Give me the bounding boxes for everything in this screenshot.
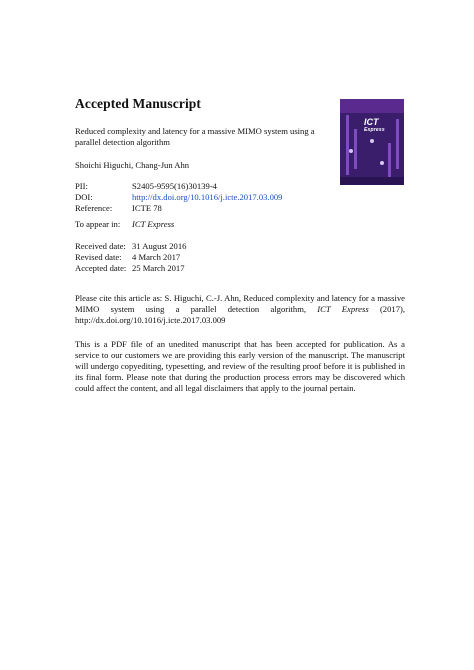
pii-label: PII: [75, 181, 88, 191]
cover-stripe [354, 129, 357, 169]
received-value: 31 August 2016 [132, 241, 187, 251]
cover-stripe [396, 119, 399, 169]
reference-label: Reference: [75, 203, 113, 213]
cover-stripe [388, 143, 391, 179]
cover-logo-main: ICT [364, 117, 379, 127]
revised-value: 4 March 2017 [132, 252, 181, 262]
citation-lead: Please cite this article as: S. Higuchi, C.-J. Ahn, Reduced complexity and latency for a massive MIMO system using a parallel detection algorithm, [75, 293, 405, 315]
cover-dot [349, 149, 353, 153]
received-row [75, 241, 186, 252]
notice-paragraph: This is a PDF file of an unedited manuscript that has been accepted for publication. As a service to our customers we are providing this early version of the manuscript. The manuscript will undergo copyediting, typesetting, and review of the resulting proof before it is published in its final form. Please note that during the production process errors may be discovered which could affect the content, and all legal disclaimers that apply to the journal pertain. [75, 339, 405, 394]
page-heading: Accepted Manuscript [75, 96, 202, 111]
doi-row [75, 192, 282, 203]
pii-value: S2405-9595(16)30139-4 [132, 181, 217, 191]
accepted-row [75, 263, 186, 274]
cover-logo [364, 118, 385, 134]
identifier-block [75, 181, 282, 214]
reference-row [75, 203, 282, 214]
cover-dot [380, 161, 384, 165]
citation-journal: ICT Express [317, 304, 369, 315]
article-title: Reduced complexity and latency for a massive MIMO system using a parallel detection algorithm [75, 126, 315, 148]
cover-stripe [346, 115, 349, 175]
appear-label: To appear in: [75, 219, 121, 229]
cover-top-band [340, 99, 404, 113]
revised-label: Revised date: [75, 252, 122, 262]
dates-block [75, 241, 186, 274]
revised-row [75, 252, 186, 263]
doi-link[interactable]: http://dx.doi.org/10.1016/j.icte.2017.03.009 [132, 192, 283, 202]
doi-label: DOI: [75, 192, 93, 202]
appear-row [75, 219, 174, 230]
journal-cover-image [340, 99, 404, 185]
received-label: Received date: [75, 241, 126, 251]
cover-dot [370, 139, 374, 143]
accepted-value: 25 March 2017 [132, 263, 185, 273]
citation-tail: (2017), http://dx.doi.org/10.1016/j.icte.2017.03.009 [75, 304, 405, 326]
citation-paragraph [75, 293, 405, 326]
pii-row [75, 181, 282, 192]
accepted-label: Accepted date: [75, 263, 127, 273]
cover-logo-sub: Express [364, 127, 385, 133]
appear-journal: ICT Express [132, 219, 175, 229]
reference-value: ICTE 78 [132, 203, 162, 213]
cover-bottom-band [340, 177, 404, 185]
article-authors: Shoichi Higuchi, Chang-Jun Ahn [75, 160, 190, 170]
appear-block [75, 219, 174, 230]
